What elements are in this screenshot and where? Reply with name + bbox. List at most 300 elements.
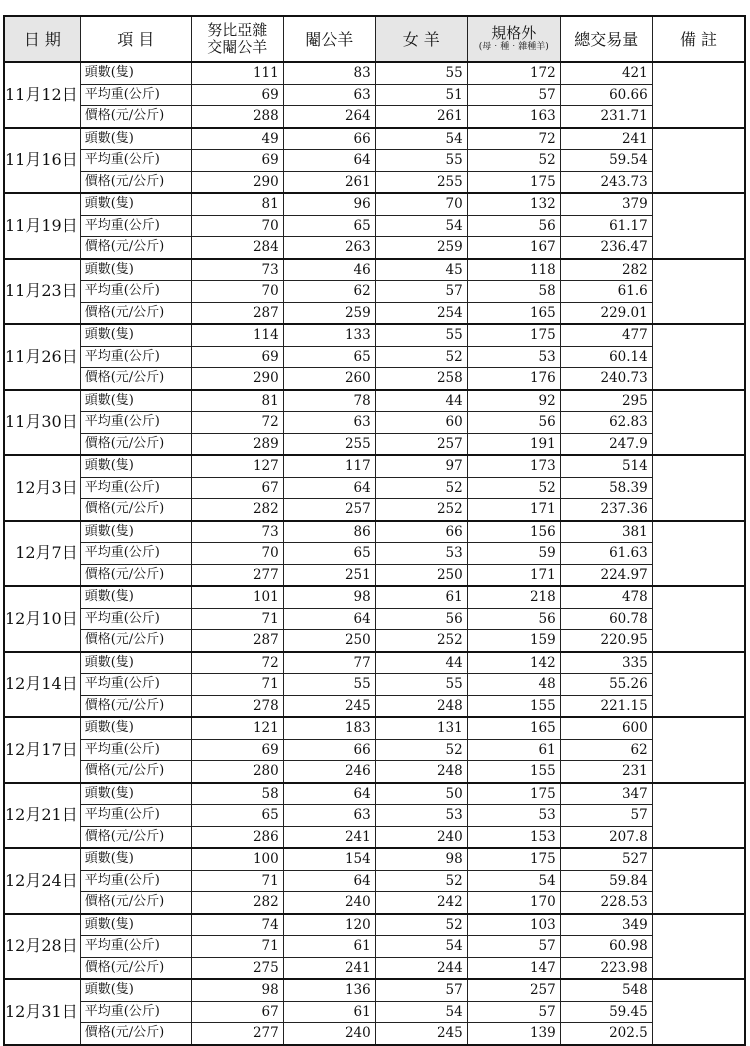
value-cell: 241 [283,957,375,979]
value-cell: 136 [283,979,375,1001]
date-cell: 11月16日 [4,128,80,194]
value-cell: 71 [191,674,283,696]
table-row [4,957,745,979]
value-cell: 241 [283,826,375,848]
item-label-cell: 平均重(公斤) [80,936,191,958]
value-cell: 250 [283,630,375,652]
value-cell: 154 [283,848,375,870]
value-cell: 58.39 [560,477,652,499]
value-cell: 50 [375,783,467,805]
value-cell: 56 [375,608,467,630]
value-cell: 228.53 [560,892,652,914]
item-label-cell: 頭數(隻) [80,455,191,477]
date-cell: 11月12日 [4,62,80,128]
value-cell: 52 [375,739,467,761]
value-cell: 290 [191,368,283,390]
table-row [4,412,745,434]
table-row [4,979,745,1001]
value-cell: 81 [191,193,283,215]
value-cell: 49 [191,128,283,150]
value-cell: 98 [191,979,283,1001]
item-label-cell: 價格(元/公斤) [80,761,191,783]
value-cell: 52 [375,870,467,892]
table-row [4,652,745,674]
table-row [4,521,745,543]
value-cell: 55 [375,324,467,346]
value-cell: 243.73 [560,171,652,193]
value-cell: 282 [191,499,283,521]
value-cell: 70 [191,543,283,565]
value-cell: 287 [191,630,283,652]
date-cell: 12月3日 [4,455,80,521]
value-cell: 250 [375,564,467,586]
item-label-cell: 平均重(公斤) [80,608,191,630]
value-cell: 67 [191,1001,283,1023]
value-cell: 277 [191,1023,283,1045]
value-cell: 477 [560,324,652,346]
value-cell: 133 [283,324,375,346]
item-label-cell: 平均重(公斤) [80,739,191,761]
note-cell [652,521,745,587]
table-row [4,237,745,259]
item-label-cell: 價格(元/公斤) [80,302,191,324]
value-cell: 53 [467,346,560,368]
value-cell: 62.83 [560,412,652,434]
value-cell: 117 [283,455,375,477]
value-cell: 251 [283,564,375,586]
header-off-grade [467,16,560,62]
value-cell: 252 [375,630,467,652]
table-row [4,805,745,827]
value-cell: 54 [375,215,467,237]
value-cell: 69 [191,150,283,172]
value-cell: 224.97 [560,564,652,586]
table-row [4,455,745,477]
value-cell: 60.98 [560,936,652,958]
item-label-cell: 頭數(隻) [80,521,191,543]
item-label-cell: 價格(元/公斤) [80,564,191,586]
value-cell: 56 [467,608,560,630]
item-label-cell: 頭數(隻) [80,652,191,674]
value-cell: 259 [375,237,467,259]
value-cell: 275 [191,957,283,979]
table-row [4,477,745,499]
value-cell: 259 [283,302,375,324]
item-label-cell: 價格(元/公斤) [80,695,191,717]
value-cell: 173 [467,455,560,477]
table-row [4,259,745,281]
value-cell: 57 [375,979,467,1001]
value-cell: 170 [467,892,560,914]
value-cell: 71 [191,608,283,630]
value-cell: 60.78 [560,608,652,630]
value-cell: 55 [375,674,467,696]
value-cell: 98 [283,586,375,608]
table-row [4,914,745,936]
value-cell: 53 [467,805,560,827]
item-label-cell: 價格(元/公斤) [80,499,191,521]
item-label-cell: 頭數(隻) [80,324,191,346]
item-label-cell: 平均重(公斤) [80,346,191,368]
value-cell: 71 [191,870,283,892]
value-cell: 290 [191,171,283,193]
table-row [4,281,745,303]
item-label-cell: 價格(元/公斤) [80,826,191,848]
item-label-cell: 平均重(公斤) [80,84,191,106]
item-label-cell: 平均重(公斤) [80,674,191,696]
value-cell: 163 [467,106,560,128]
value-cell: 52 [375,477,467,499]
value-cell: 258 [375,368,467,390]
item-label-cell: 頭數(隻) [80,979,191,1001]
item-label-cell: 價格(元/公斤) [80,237,191,259]
item-label-cell: 價格(元/公斤) [80,1023,191,1045]
item-label-cell: 價格(元/公斤) [80,630,191,652]
item-label-cell: 價格(元/公斤) [80,171,191,193]
note-cell [652,62,745,128]
value-cell: 240 [283,892,375,914]
note-cell [652,455,745,521]
note-cell [652,914,745,980]
value-cell: 59.45 [560,1001,652,1023]
table-row [4,586,745,608]
item-label-cell: 頭數(隻) [80,259,191,281]
value-cell: 240 [283,1023,375,1045]
value-cell: 63 [283,805,375,827]
note-cell [652,390,745,456]
value-cell: 72 [467,128,560,150]
value-cell: 349 [560,914,652,936]
value-cell: 81 [191,390,283,412]
header-note: 備 註 [652,16,745,62]
value-cell: 264 [283,106,375,128]
value-cell: 69 [191,84,283,106]
value-cell: 65 [283,346,375,368]
table-row [4,1023,745,1045]
value-cell: 69 [191,739,283,761]
value-cell: 248 [375,695,467,717]
value-cell: 237.36 [560,499,652,521]
value-cell: 155 [467,761,560,783]
item-label-cell: 頭數(隻) [80,128,191,150]
value-cell: 257 [467,979,560,1001]
date-cell: 11月23日 [4,259,80,325]
value-cell: 52 [467,150,560,172]
value-cell: 156 [467,521,560,543]
value-cell: 59.54 [560,150,652,172]
value-cell: 252 [375,499,467,521]
value-cell: 56 [467,412,560,434]
item-label-cell: 頭數(隻) [80,783,191,805]
note-cell [652,193,745,259]
item-label-cell: 頭數(隻) [80,914,191,936]
table-row [4,608,745,630]
table-row [4,826,745,848]
goat-auction-table-wrapper [3,15,746,1046]
value-cell: 51 [375,84,467,106]
value-cell: 175 [467,783,560,805]
value-cell: 64 [283,783,375,805]
value-cell: 52 [467,477,560,499]
value-cell: 231.71 [560,106,652,128]
value-cell: 71 [191,936,283,958]
value-cell: 282 [560,259,652,281]
item-label-cell: 頭數(隻) [80,193,191,215]
value-cell: 139 [467,1023,560,1045]
value-cell: 44 [375,652,467,674]
value-cell: 46 [283,259,375,281]
value-cell: 118 [467,259,560,281]
value-cell: 57 [467,84,560,106]
value-cell: 74 [191,914,283,936]
value-cell: 83 [283,62,375,84]
value-cell: 52 [375,346,467,368]
value-cell: 183 [283,717,375,739]
value-cell: 55 [375,62,467,84]
header-off-grade-sub: (母‧種‧雜種羊) [478,42,549,52]
value-cell: 132 [467,193,560,215]
table-row [4,215,745,237]
value-cell: 527 [560,848,652,870]
table-row [4,193,745,215]
value-cell: 56 [467,215,560,237]
note-cell [652,259,745,325]
date-cell: 12月10日 [4,586,80,652]
table-row [4,936,745,958]
item-label-cell: 價格(元/公斤) [80,433,191,455]
value-cell: 66 [283,128,375,150]
value-cell: 175 [467,324,560,346]
item-label-cell: 頭數(隻) [80,848,191,870]
goat-auction-table [3,15,746,1046]
value-cell: 54 [375,1001,467,1023]
value-cell: 44 [375,390,467,412]
value-cell: 220.95 [560,630,652,652]
table-row [4,630,745,652]
value-cell: 72 [191,652,283,674]
value-cell: 167 [467,237,560,259]
item-label-cell: 平均重(公斤) [80,1001,191,1023]
value-cell: 61 [283,936,375,958]
value-cell: 61.6 [560,281,652,303]
value-cell: 58 [467,281,560,303]
value-cell: 66 [375,521,467,543]
value-cell: 241 [560,128,652,150]
item-label-cell: 平均重(公斤) [80,543,191,565]
value-cell: 287 [191,302,283,324]
value-cell: 282 [191,892,283,914]
table-row [4,171,745,193]
table-row [4,84,745,106]
value-cell: 55 [375,150,467,172]
item-label-cell: 平均重(公斤) [80,281,191,303]
table-row [4,892,745,914]
value-cell: 57 [375,281,467,303]
value-cell: 72 [191,412,283,434]
value-cell: 67 [191,477,283,499]
note-cell [652,783,745,849]
value-cell: 175 [467,848,560,870]
table-row [4,1001,745,1023]
value-cell: 70 [191,215,283,237]
table-row [4,761,745,783]
note-cell [652,652,745,718]
value-cell: 255 [375,171,467,193]
value-cell: 60 [375,412,467,434]
value-cell: 55 [283,674,375,696]
value-cell: 55.26 [560,674,652,696]
value-cell: 57 [467,1001,560,1023]
item-label-cell: 平均重(公斤) [80,412,191,434]
value-cell: 244 [375,957,467,979]
header-row [4,16,745,62]
value-cell: 155 [467,695,560,717]
header-female: 女 羊 [375,16,467,62]
value-cell: 171 [467,564,560,586]
header-off-grade-main: 規格外 [491,24,537,42]
item-label-cell: 平均重(公斤) [80,477,191,499]
value-cell: 63 [283,412,375,434]
value-cell: 257 [283,499,375,521]
table-row [4,499,745,521]
value-cell: 65 [283,215,375,237]
value-cell: 261 [283,171,375,193]
value-cell: 58 [191,783,283,805]
item-label-cell: 平均重(公斤) [80,150,191,172]
value-cell: 65 [191,805,283,827]
value-cell: 59 [467,543,560,565]
value-cell: 284 [191,237,283,259]
value-cell: 421 [560,62,652,84]
value-cell: 231 [560,761,652,783]
value-cell: 218 [467,586,560,608]
value-cell: 261 [375,106,467,128]
date-cell: 12月24日 [4,848,80,914]
value-cell: 52 [375,914,467,936]
table-row [4,564,745,586]
value-cell: 92 [467,390,560,412]
item-label-cell: 平均重(公斤) [80,870,191,892]
table-row [4,302,745,324]
item-label-cell: 平均重(公斤) [80,215,191,237]
value-cell: 165 [467,302,560,324]
value-cell: 70 [191,281,283,303]
value-cell: 153 [467,826,560,848]
value-cell: 347 [560,783,652,805]
date-cell: 12月7日 [4,521,80,587]
table-row [4,717,745,739]
value-cell: 45 [375,259,467,281]
value-cell: 60.66 [560,84,652,106]
value-cell: 191 [467,433,560,455]
value-cell: 240 [375,826,467,848]
value-cell: 61.17 [560,215,652,237]
header-nubian-cross [191,16,283,62]
value-cell: 478 [560,586,652,608]
value-cell: 121 [191,717,283,739]
value-cell: 62 [283,281,375,303]
value-cell: 64 [283,477,375,499]
value-cell: 245 [283,695,375,717]
value-cell: 229.01 [560,302,652,324]
value-cell: 175 [467,171,560,193]
date-cell: 12月14日 [4,652,80,718]
value-cell: 335 [560,652,652,674]
table-row [4,433,745,455]
table-row [4,128,745,150]
value-cell: 53 [375,805,467,827]
header-date: 日 期 [4,16,80,62]
value-cell: 120 [283,914,375,936]
value-cell: 280 [191,761,283,783]
item-label-cell: 平均重(公斤) [80,805,191,827]
header-total-volume: 總交易量 [560,16,652,62]
note-cell [652,717,745,783]
value-cell: 114 [191,324,283,346]
date-cell: 11月26日 [4,324,80,390]
table-row [4,346,745,368]
note-cell [652,848,745,914]
value-cell: 131 [375,717,467,739]
value-cell: 221.15 [560,695,652,717]
value-cell: 48 [467,674,560,696]
value-cell: 381 [560,521,652,543]
value-cell: 263 [283,237,375,259]
value-cell: 86 [283,521,375,543]
date-cell: 12月17日 [4,717,80,783]
date-cell: 12月31日 [4,979,80,1045]
header-item: 項 目 [80,16,191,62]
value-cell: 171 [467,499,560,521]
value-cell: 242 [375,892,467,914]
value-cell: 255 [283,433,375,455]
note-cell [652,586,745,652]
value-cell: 54 [375,128,467,150]
value-cell: 69 [191,346,283,368]
table-row [4,739,745,761]
value-cell: 207.8 [560,826,652,848]
value-cell: 54 [467,870,560,892]
table-row [4,390,745,412]
value-cell: 66 [283,739,375,761]
value-cell: 247.9 [560,433,652,455]
value-cell: 98 [375,848,467,870]
value-cell: 240.73 [560,368,652,390]
value-cell: 101 [191,586,283,608]
value-cell: 176 [467,368,560,390]
value-cell: 96 [283,193,375,215]
value-cell: 65 [283,543,375,565]
date-cell: 11月30日 [4,390,80,456]
date-cell: 12月21日 [4,783,80,849]
value-cell: 260 [283,368,375,390]
header-nubian-cross-line1: 努比亞雜 [207,21,268,39]
item-label-cell: 價格(元/公斤) [80,368,191,390]
value-cell: 236.47 [560,237,652,259]
value-cell: 73 [191,259,283,281]
value-cell: 61 [375,586,467,608]
value-cell: 62 [560,739,652,761]
table-row [4,150,745,172]
value-cell: 165 [467,717,560,739]
value-cell: 278 [191,695,283,717]
note-cell [652,128,745,194]
value-cell: 379 [560,193,652,215]
value-cell: 254 [375,302,467,324]
date-cell: 11月19日 [4,193,80,259]
table-row [4,106,745,128]
value-cell: 61 [283,1001,375,1023]
